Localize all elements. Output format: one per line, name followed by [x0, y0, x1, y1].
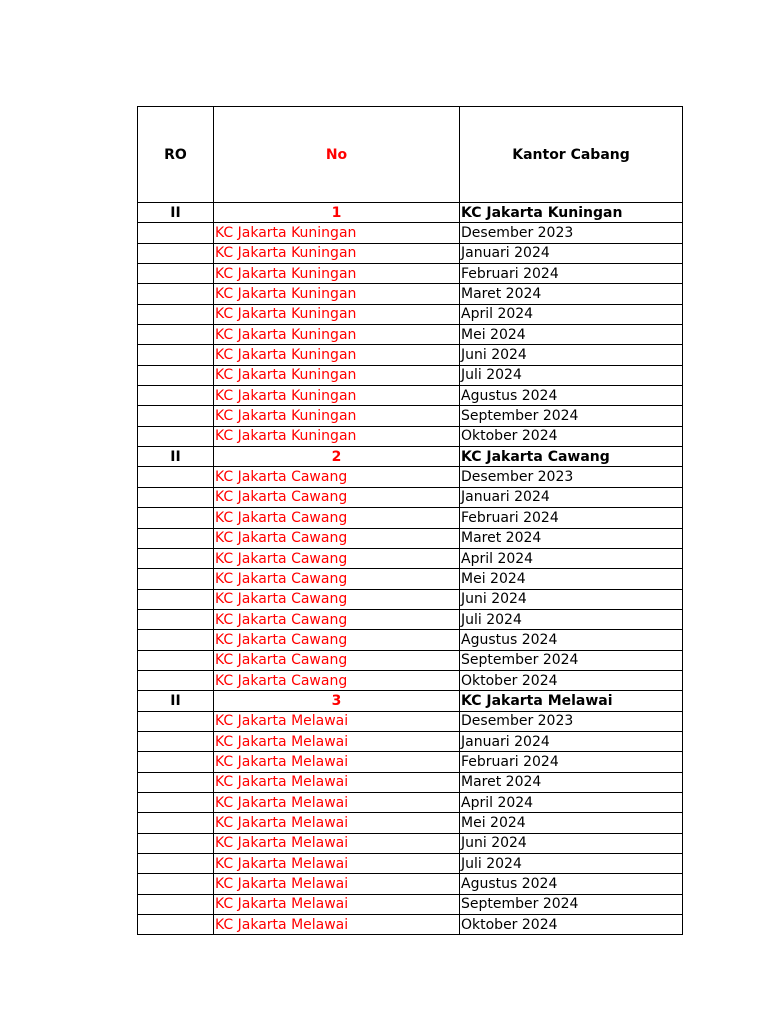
table-row	[138, 589, 683, 609]
cell-branch-name: KC Jakarta Kuningan	[214, 325, 460, 345]
cell-branch-name: KC Jakarta Cawang	[214, 589, 460, 609]
cell-ro	[138, 304, 214, 324]
cell-branch-name: KC Jakarta Kuningan	[214, 386, 460, 406]
cell-period: Juli 2024	[460, 854, 683, 874]
cell-branch-name: KC Jakarta Melawai	[214, 752, 460, 772]
table-row	[138, 365, 683, 385]
cell-branch-name: KC Jakarta Cawang	[214, 650, 460, 670]
cell-branch-name: KC Jakarta Cawang	[214, 487, 460, 507]
cell-period: Juli 2024	[460, 365, 683, 385]
cell-ro	[138, 426, 214, 446]
cell-ro	[138, 711, 214, 731]
cell-period: Mei 2024	[460, 813, 683, 833]
table-row	[138, 569, 683, 589]
cell-period: Agustus 2024	[460, 386, 683, 406]
cell-branch-name: KC Jakarta Melawai	[214, 711, 460, 731]
table-row	[138, 670, 683, 690]
cell-branch-name: KC Jakarta Kuningan	[214, 345, 460, 365]
cell-kantor-cabang: KC Jakarta Kuningan	[460, 203, 683, 223]
cell-ro	[138, 813, 214, 833]
cell-branch-name: KC Jakarta Melawai	[214, 894, 460, 914]
table-row	[138, 304, 683, 324]
cell-branch-name: KC Jakarta Kuningan	[214, 264, 460, 284]
cell-period: Mei 2024	[460, 569, 683, 589]
cell-branch-name: KC Jakarta Cawang	[214, 508, 460, 528]
cell-period: Maret 2024	[460, 528, 683, 548]
cell-ro	[138, 731, 214, 751]
table-row	[138, 548, 683, 568]
table-row	[138, 833, 683, 853]
cell-period: Mei 2024	[460, 325, 683, 345]
cell-period: Januari 2024	[460, 487, 683, 507]
table-row	[138, 467, 683, 487]
header-ro: RO	[138, 107, 214, 203]
table-row	[138, 650, 683, 670]
cell-period: Desember 2023	[460, 467, 683, 487]
cell-branch-name: KC Jakarta Kuningan	[214, 365, 460, 385]
cell-period: April 2024	[460, 792, 683, 812]
table-row	[138, 874, 683, 894]
table-row	[138, 731, 683, 751]
header-kantor-cabang: Kantor Cabang	[460, 107, 683, 203]
table-row	[138, 752, 683, 772]
table-row	[138, 223, 683, 243]
cell-period: Januari 2024	[460, 243, 683, 263]
table-row	[138, 386, 683, 406]
cell-ro: II	[138, 447, 214, 467]
cell-period: Oktober 2024	[460, 426, 683, 446]
cell-branch-name: KC Jakarta Kuningan	[214, 284, 460, 304]
cell-branch-name: KC Jakarta Melawai	[214, 854, 460, 874]
cell-branch-name: KC Jakarta Cawang	[214, 670, 460, 690]
cell-period: Agustus 2024	[460, 874, 683, 894]
table-row	[138, 243, 683, 263]
cell-branch-name: KC Jakarta Kuningan	[214, 406, 460, 426]
cell-branch-name: KC Jakarta Melawai	[214, 874, 460, 894]
cell-period: Desember 2023	[460, 223, 683, 243]
table-row	[138, 406, 683, 426]
cell-ro	[138, 609, 214, 629]
cell-ro	[138, 528, 214, 548]
cell-branch-name: KC Jakarta Kuningan	[214, 243, 460, 263]
table-row	[138, 813, 683, 833]
cell-ro	[138, 345, 214, 365]
cell-kantor-cabang: KC Jakarta Melawai	[460, 691, 683, 711]
cell-period: Agustus 2024	[460, 630, 683, 650]
cell-ro	[138, 772, 214, 792]
cell-period: September 2024	[460, 650, 683, 670]
cell-ro	[138, 508, 214, 528]
branch-table	[137, 106, 683, 935]
header-no: No	[214, 107, 460, 203]
cell-ro: II	[138, 691, 214, 711]
cell-period: Oktober 2024	[460, 915, 683, 935]
cell-ro	[138, 874, 214, 894]
cell-branch-name: KC Jakarta Cawang	[214, 467, 460, 487]
cell-period: Juli 2024	[460, 609, 683, 629]
cell-ro	[138, 365, 214, 385]
cell-ro	[138, 223, 214, 243]
cell-ro	[138, 752, 214, 772]
cell-period: Juni 2024	[460, 345, 683, 365]
cell-ro	[138, 915, 214, 935]
cell-branch-name: KC Jakarta Kuningan	[214, 223, 460, 243]
cell-branch-name: KC Jakarta Melawai	[214, 731, 460, 751]
cell-ro	[138, 325, 214, 345]
cell-ro	[138, 894, 214, 914]
table-row	[138, 264, 683, 284]
table-row	[138, 487, 683, 507]
cell-period: Februari 2024	[460, 264, 683, 284]
cell-no: 1	[214, 203, 460, 223]
table-row	[138, 792, 683, 812]
cell-period: Januari 2024	[460, 731, 683, 751]
cell-period: April 2024	[460, 304, 683, 324]
cell-branch-name: KC Jakarta Melawai	[214, 833, 460, 853]
cell-ro	[138, 487, 214, 507]
cell-branch-name: KC Jakarta Cawang	[214, 569, 460, 589]
table-row	[138, 508, 683, 528]
cell-branch-name: KC Jakarta Melawai	[214, 915, 460, 935]
table-row	[138, 854, 683, 874]
cell-period: Februari 2024	[460, 752, 683, 772]
cell-branch-name: KC Jakarta Melawai	[214, 792, 460, 812]
cell-period: Juni 2024	[460, 589, 683, 609]
cell-ro	[138, 467, 214, 487]
cell-ro	[138, 792, 214, 812]
cell-period: September 2024	[460, 406, 683, 426]
cell-ro	[138, 650, 214, 670]
table-row	[138, 528, 683, 548]
cell-period: Desember 2023	[460, 711, 683, 731]
group-row	[138, 691, 683, 711]
table-body	[138, 203, 683, 935]
cell-period: Februari 2024	[460, 508, 683, 528]
table-row	[138, 772, 683, 792]
cell-ro	[138, 589, 214, 609]
cell-no: 3	[214, 691, 460, 711]
cell-branch-name: KC Jakarta Cawang	[214, 528, 460, 548]
header-row	[138, 107, 683, 203]
table-row	[138, 609, 683, 629]
table-header	[138, 107, 683, 203]
group-row	[138, 203, 683, 223]
cell-kantor-cabang: KC Jakarta Cawang	[460, 447, 683, 467]
table-row	[138, 894, 683, 914]
cell-branch-name: KC Jakarta Melawai	[214, 813, 460, 833]
cell-period: Maret 2024	[460, 772, 683, 792]
cell-branch-name: KC Jakarta Melawai	[214, 772, 460, 792]
cell-branch-name: KC Jakarta Kuningan	[214, 304, 460, 324]
cell-ro	[138, 630, 214, 650]
table-row	[138, 325, 683, 345]
cell-period: April 2024	[460, 548, 683, 568]
table-row	[138, 426, 683, 446]
cell-ro	[138, 406, 214, 426]
cell-branch-name: KC Jakarta Cawang	[214, 548, 460, 568]
table-row	[138, 630, 683, 650]
cell-ro	[138, 833, 214, 853]
cell-ro	[138, 284, 214, 304]
cell-ro	[138, 386, 214, 406]
group-row	[138, 447, 683, 467]
cell-ro	[138, 854, 214, 874]
cell-period: Maret 2024	[460, 284, 683, 304]
cell-period: Juni 2024	[460, 833, 683, 853]
cell-branch-name: KC Jakarta Cawang	[214, 630, 460, 650]
cell-period: September 2024	[460, 894, 683, 914]
cell-period: Oktober 2024	[460, 670, 683, 690]
cell-no: 2	[214, 447, 460, 467]
cell-branch-name: KC Jakarta Kuningan	[214, 426, 460, 446]
cell-ro	[138, 548, 214, 568]
table-row	[138, 915, 683, 935]
cell-ro: II	[138, 203, 214, 223]
table-row	[138, 284, 683, 304]
table-row	[138, 711, 683, 731]
table-row	[138, 345, 683, 365]
cell-ro	[138, 670, 214, 690]
cell-ro	[138, 264, 214, 284]
cell-ro	[138, 243, 214, 263]
cell-branch-name: KC Jakarta Cawang	[214, 609, 460, 629]
cell-ro	[138, 569, 214, 589]
